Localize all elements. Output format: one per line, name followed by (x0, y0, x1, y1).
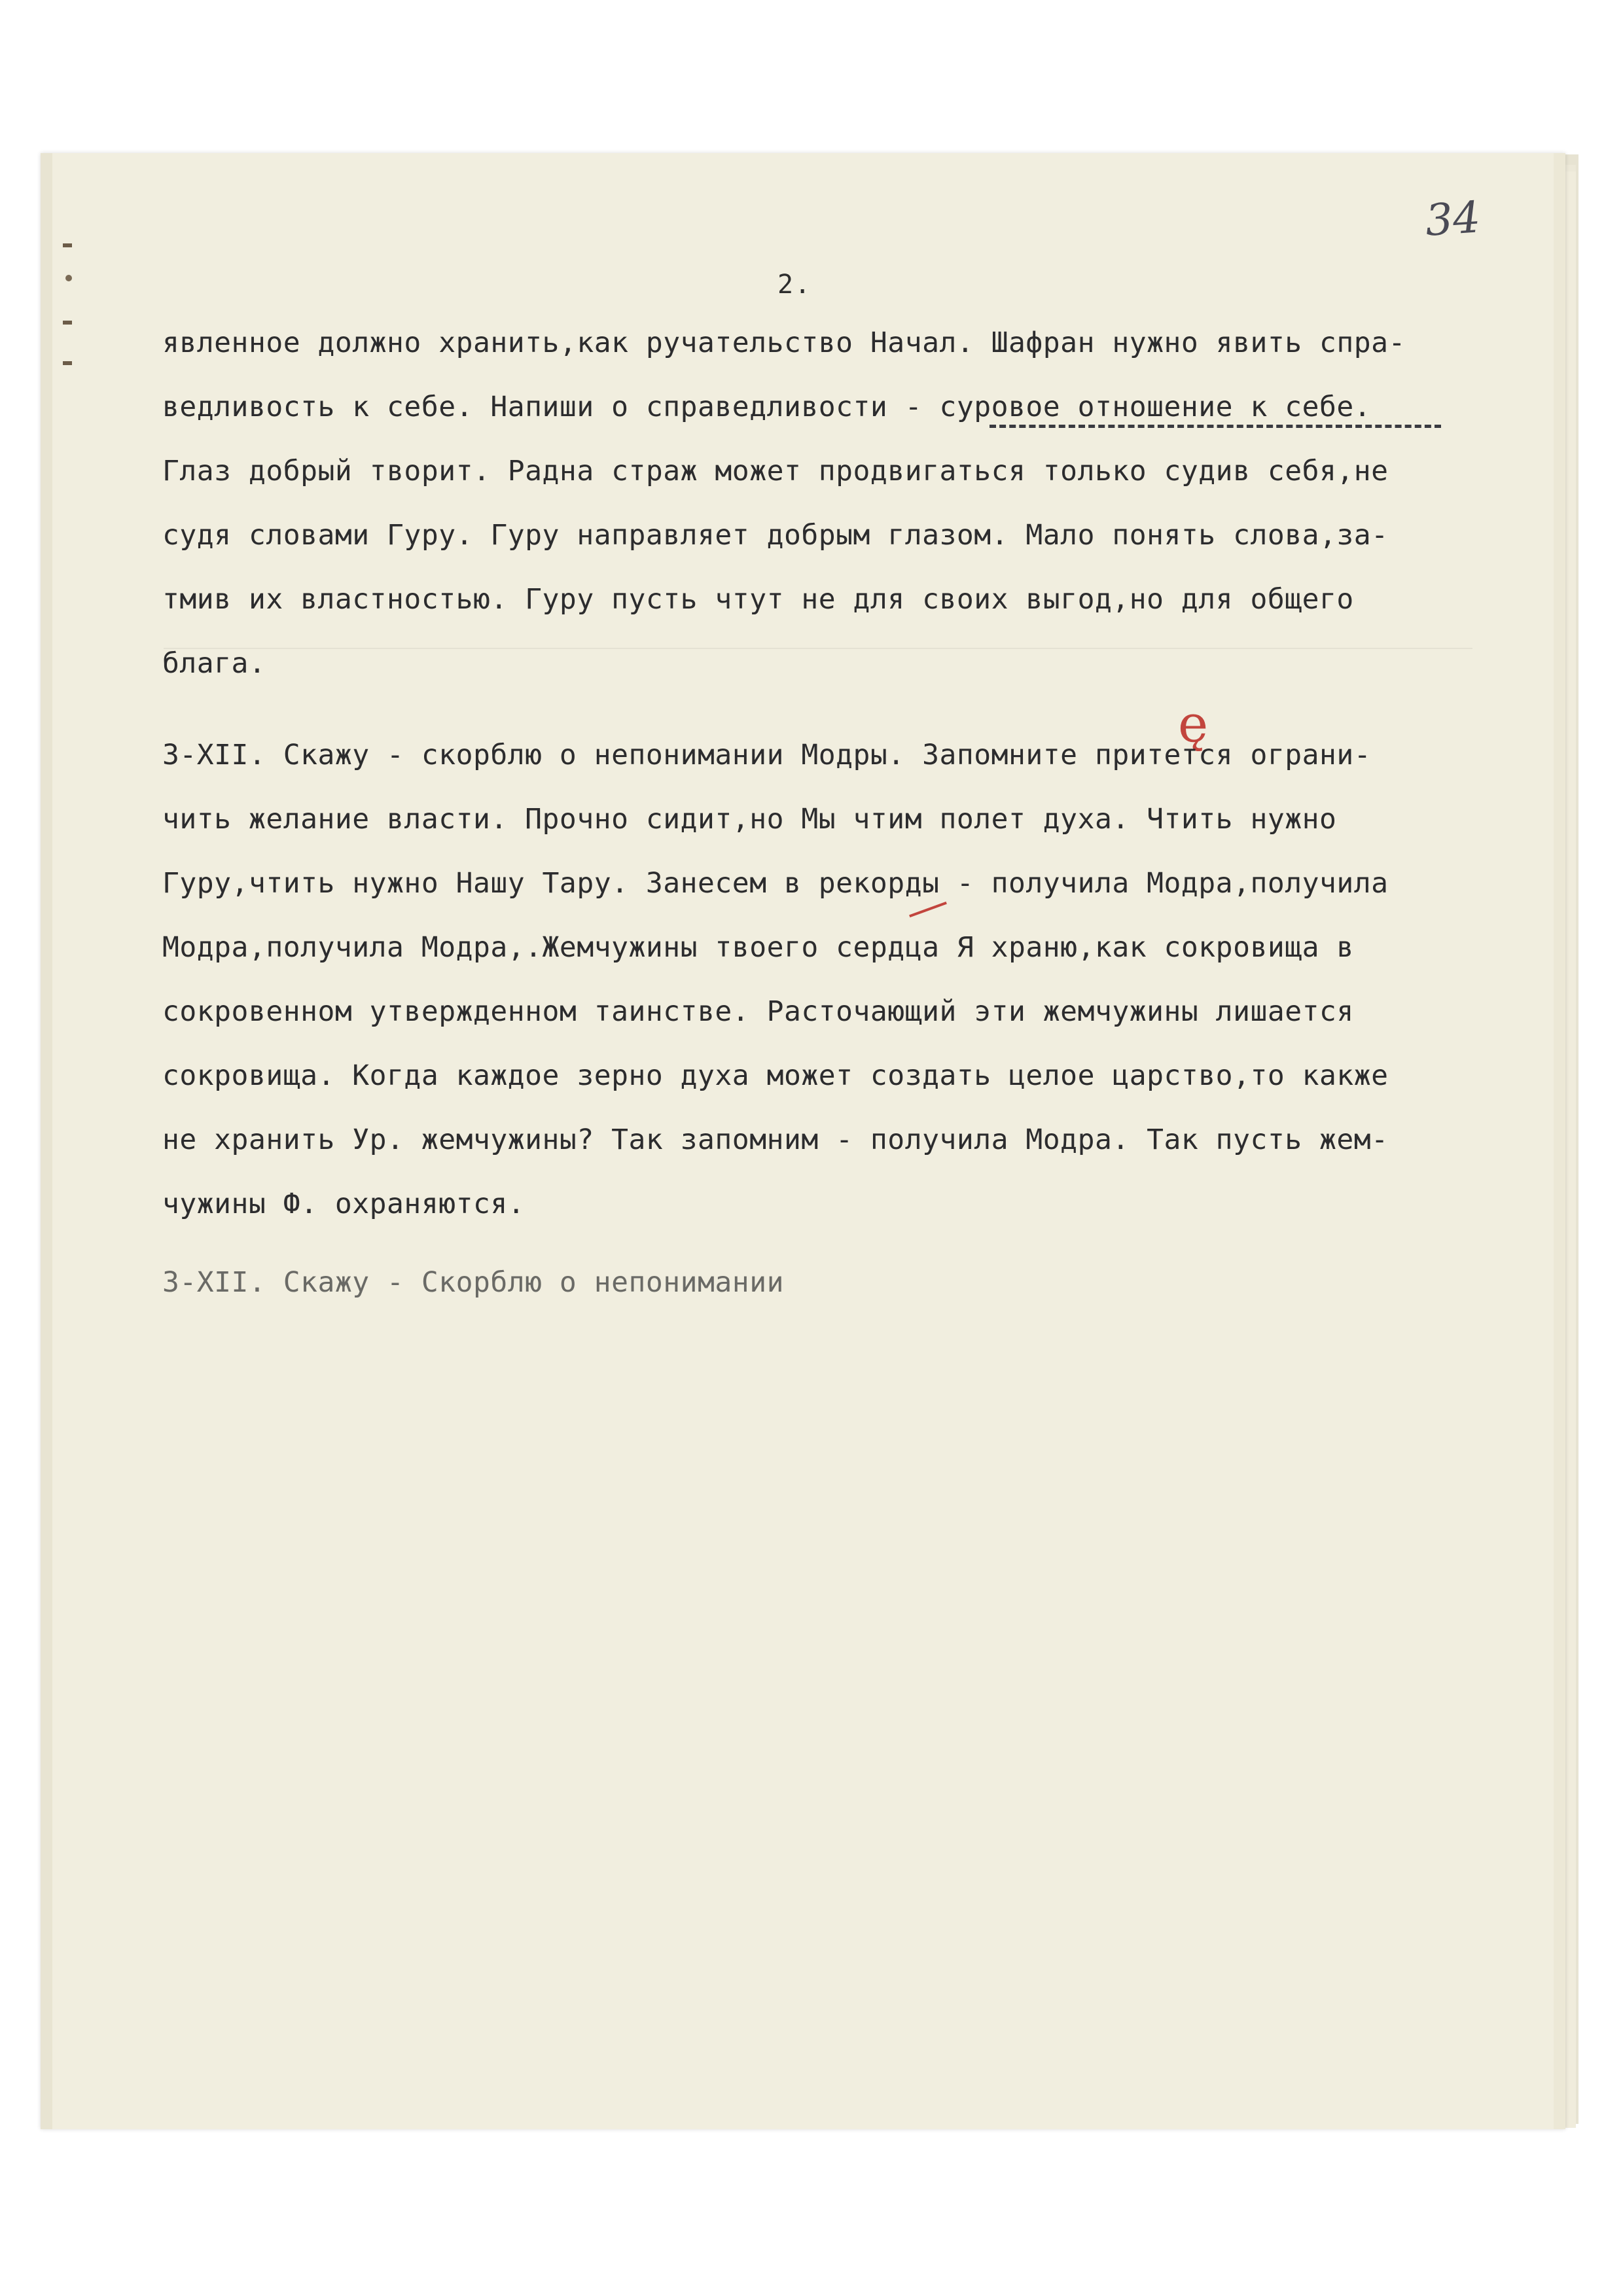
text-line: явленное должно хранить,как ручательство Начал. Шафран нужно явить спра- (162, 327, 1406, 359)
text-line: ведливость к себе. Напиши о справедливости - суровое отношение к себе. (162, 391, 1372, 423)
binding-hole-mark (65, 275, 72, 281)
text-line: сокровища. Когда каждое зерно духа может создать целое царство,то какже (162, 1059, 1389, 1092)
page-number: 2. (777, 270, 812, 300)
red-correction-mark: ę (1178, 695, 1209, 754)
binding-hole-mark (63, 321, 72, 325)
binding-hole-mark (63, 361, 72, 365)
binding-hole-mark (63, 243, 72, 247)
text-line: 3-XII. Скажу - скорблю о непонимании Модры. Запомните притется ограни- (162, 739, 1372, 771)
text-line: Модра,получила Модра,.Жемчужины твоего сердца Я храню,как сокровища в (162, 931, 1354, 964)
text-line: 3-XII. Скажу - Скорблю о непонимании (162, 1266, 784, 1299)
text-line: чужины Ф. охраняются. (162, 1188, 526, 1220)
text-line: тмив их властностью. Гуру пусть чтут не для своих выгод,но для общего (162, 583, 1354, 616)
text-line: судя словами Гуру. Гуру направляет добрым глазом. Мало понять слова,за- (162, 519, 1389, 552)
text-line: сокровенном утвержденном таинстве. Расточающий эти жемчужины лишается (162, 995, 1354, 1028)
text-line: блага. (162, 647, 266, 680)
page-edge (1554, 153, 1565, 2129)
folio-number: 34 (1423, 192, 1482, 246)
text-line: Глаз добрый творит. Радна страж может продвигаться только судив себя,не (162, 455, 1389, 487)
dashed-underline (990, 425, 1441, 428)
page-edge (41, 153, 52, 2129)
text-line: чить желание власти. Прочно сидит,но Мы чтим полет духа. Чтить нужно (162, 803, 1337, 836)
text-line: не хранить Ур. жемчужины? Так запомним - получила Модра. Так пусть жем- (162, 1123, 1389, 1156)
text-line: Гуру,чтить нужно Нашу Тару. Занесем в рекорды - получила Модра,получила (162, 867, 1389, 900)
